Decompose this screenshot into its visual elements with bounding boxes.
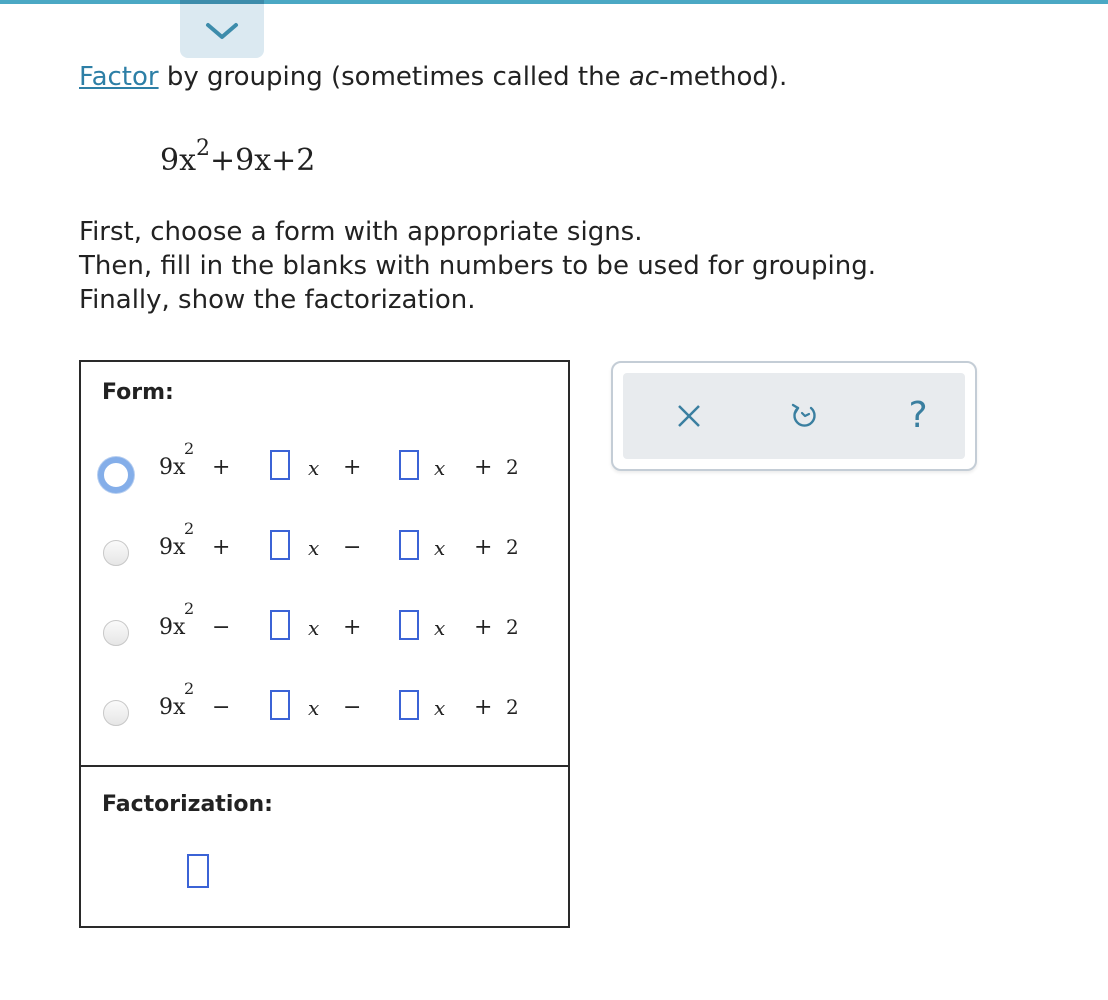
radio-button[interactable] [103, 540, 129, 566]
leading-term: 9x [159, 615, 186, 640]
factor-link[interactable]: Factor [79, 62, 159, 92]
sign: + [343, 615, 362, 640]
form-option-row[interactable] [81, 599, 568, 675]
exponent: 2 [184, 679, 195, 698]
close-icon [676, 403, 702, 429]
sign: − [343, 535, 362, 560]
clear-button[interactable] [666, 393, 712, 439]
leading-term: 9x [159, 535, 186, 560]
variable: x [308, 616, 320, 640]
collapse-toggle-button[interactable] [180, 0, 264, 58]
radio-button[interactable] [103, 620, 129, 646]
sign: + [474, 695, 493, 720]
blank-input[interactable] [399, 690, 419, 720]
factorization-title: Factorization: [102, 792, 273, 817]
form-title: Form: [102, 380, 174, 405]
expr-lead: 9x [160, 143, 197, 178]
blank-input[interactable] [399, 610, 419, 640]
prompt-text-end: -method). [659, 62, 788, 92]
sign: + [474, 455, 493, 480]
polynomial-expression [160, 136, 316, 178]
constant: 2 [506, 695, 519, 719]
sign: − [212, 615, 231, 640]
constant: 2 [506, 535, 519, 559]
chevron-down-icon [205, 22, 239, 40]
variable: x [434, 456, 446, 480]
variable: x [308, 456, 320, 480]
instruction-line: Finally, show the factorization. [79, 285, 476, 315]
instruction-line: Then, fill in the blanks with numbers to be used for grouping. [79, 251, 876, 281]
blank-input[interactable] [270, 690, 290, 720]
instruction-line: First, choose a form with appropriate signs. [79, 217, 643, 247]
constant: 2 [506, 455, 519, 479]
help-icon: ? [908, 395, 928, 436]
radio-button[interactable] [103, 700, 129, 726]
form-section [81, 362, 568, 767]
exponent: 2 [184, 599, 195, 618]
variable: x [308, 696, 320, 720]
factorization-input[interactable] [187, 854, 209, 888]
toolbar-background [623, 373, 965, 459]
sign: + [212, 535, 231, 560]
top-rule [0, 0, 1108, 4]
form-option-row[interactable] [81, 519, 568, 595]
leading-term: 9x [159, 455, 186, 480]
instructions [79, 215, 876, 317]
blank-input[interactable] [270, 450, 290, 480]
expr-rest: +9x+2 [210, 143, 316, 178]
problem-prompt [79, 62, 787, 92]
sign: + [474, 615, 493, 640]
form-option-row[interactable] [81, 679, 568, 755]
prompt-ac: ac [628, 62, 660, 92]
variable: x [308, 536, 320, 560]
exponent: 2 [184, 519, 195, 538]
constant: 2 [506, 615, 519, 639]
exponent: 2 [184, 439, 195, 458]
leading-term: 9x [159, 695, 186, 720]
sign: − [212, 695, 231, 720]
sign: − [343, 695, 362, 720]
radio-button[interactable] [98, 457, 134, 493]
form-option-row[interactable] [81, 439, 568, 515]
blank-input[interactable] [399, 450, 419, 480]
blank-input[interactable] [399, 530, 419, 560]
sign: + [343, 455, 362, 480]
answer-toolbar [611, 361, 977, 471]
prompt-text: by grouping (sometimes called the [158, 62, 629, 92]
help-button[interactable] [895, 393, 941, 439]
expr-exponent: 2 [196, 136, 211, 161]
variable: x [434, 536, 446, 560]
variable: x [434, 616, 446, 640]
sign: + [212, 455, 231, 480]
blank-input[interactable] [270, 610, 290, 640]
undo-icon [789, 401, 819, 431]
sign: + [474, 535, 493, 560]
blank-input[interactable] [270, 530, 290, 560]
undo-button[interactable] [781, 393, 827, 439]
answer-panel [79, 360, 570, 928]
variable: x [434, 696, 446, 720]
